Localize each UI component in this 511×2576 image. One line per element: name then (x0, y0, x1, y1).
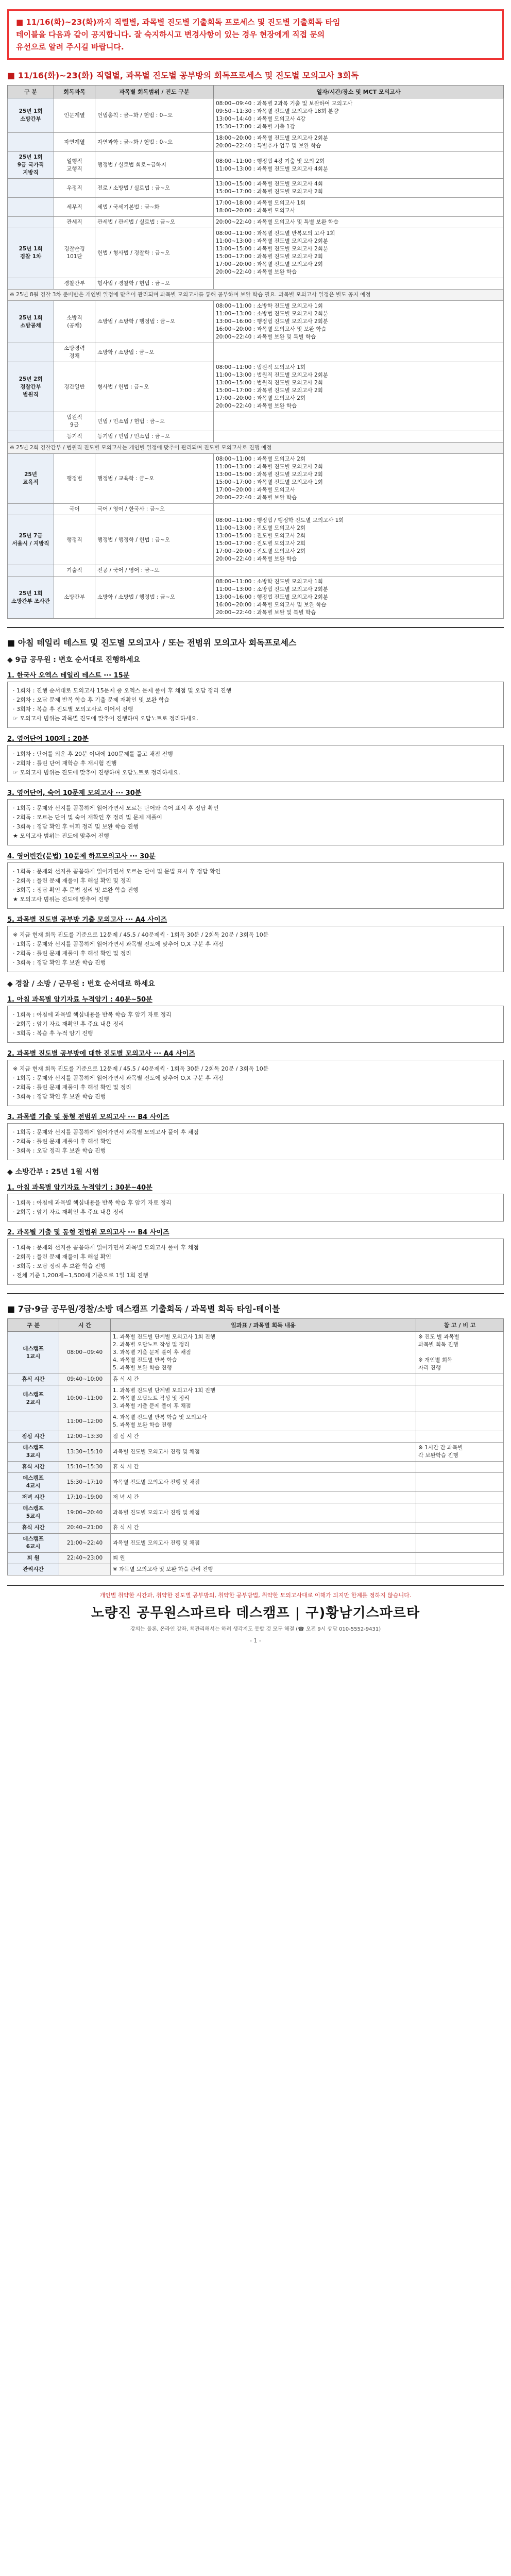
row-schedule: 13:00~15:00 : 과목별 진도별 모의고사 4회 15:00~17:00 : 과목별 진도별 모의고사 2회 (214, 179, 504, 198)
table-row (8, 515, 504, 565)
row-time: 09:40~10:00 (59, 1374, 111, 1385)
row-time: 20:40~21:00 (59, 1522, 111, 1534)
row-subject: 소방경력 경채 (54, 343, 95, 362)
footer-brand: 노량진 공무원스파르타 데스캠프 | 구)황남기스파르타 (91, 1605, 420, 1621)
row-note (416, 1374, 504, 1385)
row-note (416, 1522, 504, 1534)
notice-line-1: ■ 11/16(화)~23(화)까지 직렬별, 과목별 진도별 기출회독 프로세스 및 진도별 기출회독 타임 (16, 18, 340, 27)
row-category: 관리시간 (8, 1564, 59, 1575)
row-schedule (214, 504, 504, 515)
s1-header-0: 구 분 (8, 86, 54, 98)
row-note (416, 1431, 504, 1443)
row-time: 17:10~19:00 (59, 1492, 111, 1503)
row-content: 과목별 진도별 모의고사 진행 및 채점 (111, 1534, 416, 1553)
row-content: 과목별 진도별 모의고사 진행 및 채점 (111, 1503, 416, 1522)
row-schedule: 08:00~11:00 : 과목별 진도별 반복모의 고사 1회 11:00~13:00 : 과목별 진도별 모의고사 2회분 13:00~15:00 : 과목별 진도별 모의고사 2회분 15:00~17:00 : 과목별 진도별 모의고사 2회 17:00~20:00 : 과목별 진도별 모의고사 2회 20:00~22:40 : 과목별 보완 학습 (214, 228, 504, 278)
item-body: · 1회차 : 단어를 외운 후 20분 이내에 100문제를 풀고 채점 진행 · 2회차 : 틀린 단어 재학습 후 재시험 진행 ☞ 모의고사 범위는 진도에 맞추어 진행하며 오답노트로 정리하세요. (7, 745, 504, 782)
notice-box (7, 9, 504, 60)
row-range: 등기법 / 민법 / 민소법 : 금~오 (95, 431, 214, 443)
item-body: · 1회독 : 아침에 과목별 핵심내용을 반복 학습 후 암기 자료 정리 · 2회독 : 암기 자료 재확인 후 주요 내용 정리 · 3회독 : 복습 후 누적 암기 진행 (7, 1006, 504, 1043)
footer (7, 1585, 504, 1632)
row-schedule: 08:00~11:00 : 과목별 모의고사 2회 11:00~13:00 : 과목별 진도별 모의고사 2회 13:00~15:00 : 과목별 진도별 모의고사 2회 15:00~17:00 : 과목별 진도별 모의고사 1회 17:00~20:00 : 과목별 모의고사 20:00~22:40 : 과목별 보완 학습 (214, 454, 504, 504)
row-note (416, 1564, 504, 1575)
table-row (8, 1443, 504, 1462)
table-row (8, 1492, 504, 1503)
row-category: 데스캠프 4교시 (8, 1473, 59, 1492)
table-row (8, 443, 504, 454)
row-range: 자연과학 : 금~화 / 헌법 : 0~오 (95, 133, 214, 152)
footer-tagline: 개인별 취약한 시간과, 취약한 진도별 공부방의, 취약한 공부방법, 취약한 모의고사대로 이해가 되지만 한계를 정하지 않습니다. (99, 1592, 412, 1599)
row-category: 퇴 원 (8, 1553, 59, 1564)
table-row (8, 301, 504, 343)
table-row (8, 1503, 504, 1522)
row-content: 과목별 진도별 모의고사 진행 및 채점 (111, 1443, 416, 1462)
row-subject: 일행직 교행직 (54, 152, 95, 179)
section3-title: ■ 7급·9급 공무원/경찰/소방 데스캠프 기출회독 / 과목별 회독 타임-테이블 (7, 1304, 280, 1314)
row-time: 22:40~23:00 (59, 1553, 111, 1564)
row-subject: 세무직 (54, 198, 95, 217)
row-schedule: 08:00~11:00 : 소방학 진도별 모의고사 1회 11:00~13:00 : 소방법 진도별 모의고사 2회분 13:00~16:00 : 행정법 진도별 모의고사 2회분 16:00~20:00 : 과목별 모의고사 및 보완 학습 20:00~22:40 : 과목별 보완 및 특별 학습 (214, 301, 504, 343)
page-number: - 1 - (250, 1637, 261, 1644)
item-title: 3. 과목별 기출 및 동형 전범위 모의고사 ··· B4 사이즈 (7, 1113, 169, 1121)
item-title: 5. 과목별 진도별 공부방 기출 모의고사 ··· A4 사이즈 (7, 916, 167, 924)
row-group: 25년 7급 서울시 / 지방직 (8, 515, 54, 565)
row-note (416, 1492, 504, 1503)
row-content: ※ 과목별 모의고사 및 보완 학습 관리 진행 (111, 1564, 416, 1575)
s3-header-3: 참 고 / 비 고 (416, 1319, 504, 1332)
row-group (8, 133, 54, 152)
row-group: 25년 1회 9급 국가직 지방직 (8, 152, 54, 179)
row-time: 21:00~22:40 (59, 1534, 111, 1553)
row-range: 형사법 / 경찰학 / 헌법 : 금~오 (95, 278, 214, 290)
table-row (8, 152, 504, 179)
section3-body (8, 1332, 504, 1575)
item-body: ※ 지금 현재 회독 진도를 기준으로 12문제 / 45.5 / 40문제씩 · 1회독 30분 / 2회독 20분 / 3회독 10분 · 1회독 : 문제와 선지를 꼼꼼하게 읽어가면서 과목별 진도에 맞추어 O,X 구분 후 채점 · 2회독 : 틀린 문제 재풀이 후 해설 확인 및 정리 · 3회독 : 정답 확인 후 보완 학습 진행 (7, 1060, 504, 1106)
row-schedule: 08:00~11:00 : 법원직 모의고사 1회 11:00~13:00 : 법원직 진도별 모의고사 2회분 13:00~15:00 : 법원직 진도별 모의고사 2회 15:00~17:00 : 과목별 진도별 모의고사 2회 17:00~20:00 : 과목별 모의고사 2회 20:00~22:40 : 과목별 보완 학습 (214, 362, 504, 412)
row-category: 점심 시간 (8, 1431, 59, 1443)
row-content: 점 심 시 간 (111, 1431, 416, 1443)
row-note: ※ 1시간 간 과목별 각 보완학습 진행 (416, 1443, 504, 1462)
row-content: 4. 과목별 진도별 반복 학습 및 모의고사 5. 과목별 보완 학습 진행 (111, 1412, 416, 1431)
s1-header-2: 과목별 회독범위 / 진도 구분 (95, 86, 214, 98)
item-title: 2. 영어단어 100제 : 20분 (7, 735, 89, 743)
row-subject: 경찰순경 101단 (54, 228, 95, 278)
row-group: 25년 교육직 (8, 454, 54, 504)
table-row (8, 1462, 504, 1473)
item-body: · 1회차 : 진행 순서대로 모의고사 15문제 중 오엑스 문제 풀이 후 채점 및 오답 정리 진행 · 2회차 : 오답 문제 반복 학습 후 기출 문제 재확인 및 보완 학습 · 3회차 : 복습 후 진도별 모의고사로 이어서 진행 ☞ 모의고사 범위는 과목별 진도에 맞추어 진행하며 오답노트로 정리하세요. (7, 682, 504, 728)
table-row (8, 179, 504, 198)
row-category: 데스캠프 5교시 (8, 1503, 59, 1522)
row-subject: 소방간부 (54, 577, 95, 619)
row-schedule (214, 565, 504, 577)
row-category (8, 1412, 59, 1431)
row-time: 15:30~17:10 (59, 1473, 111, 1492)
row-range: 형사법 / 헌법 : 금~오 (95, 362, 214, 412)
row-content: 1. 과목별 진도별 단계별 모의고사 1회 진행 2. 과목별 오답노트 작성 및 정리 3. 과목별 기출 문제 풀이 후 채점 4. 과목별 진도별 반복 학습 5. 과목별 보완 학습 진행 (111, 1332, 416, 1374)
row-schedule: 17:00~18:00 : 과목별 모의고사 1회 18:00~20:00 : 과목별 모의고사 (214, 198, 504, 217)
item-body: · 1회독 : 아침에 과목별 핵심내용을 반복 학습 후 암기 자료 정리 · 2회독 : 암기 자료 재확인 후 주요 내용 정리 (7, 1194, 504, 1222)
row-subject: 경간일반 (54, 362, 95, 412)
s3-header-2: 일과표 / 과목별 회독 내용 (111, 1319, 416, 1332)
row-range: 소방학 / 소방법 : 금~오 (95, 343, 214, 362)
table-row (8, 1332, 504, 1374)
table-row (8, 577, 504, 619)
table-row (8, 1385, 504, 1412)
row-subject: 경찰간부 (54, 278, 95, 290)
item-body: · 1회독 : 문제와 선지를 꼼꼼하게 읽어가면서 모르는 단어와 숙어 표시 후 정답 확인 · 2회독 : 모르는 단어 및 숙어 재확인 후 정리 및 문제 재풀이 · 3회독 : 정답 확인 후 어휘 정리 및 보완 학습 진행 ★ 모의고사 범위는 진도에 맞추어 진행 (7, 799, 504, 845)
row-schedule (214, 412, 504, 431)
item-title: 1. 아침 과목별 암기자료 누적암기 : 30분~40분 (7, 1184, 152, 1192)
table-row (8, 198, 504, 217)
row-note (416, 1412, 504, 1431)
row-note (416, 1385, 504, 1412)
row-content: 저 녁 시 간 (111, 1492, 416, 1503)
row-time: 13:30~15:10 (59, 1443, 111, 1462)
items-9grade (7, 670, 504, 972)
row-subject: 인문계열 (54, 98, 95, 133)
table-row (8, 98, 504, 133)
footer-contact: 강의는 물론, 온라인 강좌, 책관리해서는 하려 생각지도 못할 것 모두 해결 (☎ 오전 9시 상담 010-5552-9431) (130, 1626, 381, 1632)
row-subject: 자연계열 (54, 133, 95, 152)
row-range: 소방학 / 소방법 / 행정법 : 금~오 (95, 577, 214, 619)
row-range: 전공 / 국어 / 영어 : 금~오 (95, 565, 214, 577)
row-category: 데스캠프 3교시 (8, 1443, 59, 1462)
row-schedule: 08:00~09:40 : 과목별 2과목 기출 및 보완하여 모의고사 09:50~11:30 : 과목별 진도별 모의고사 18회 분량 13:00~14:40 : 과목별 모의고사 4강 15:30~17:00 : 과목별 기출 1강 (214, 98, 504, 133)
sub-police-title: ◆ 경찰 / 소방 / 군무원 : 번호 순서대로 하세요 (7, 980, 155, 988)
row-subject: 행정법 (54, 454, 95, 504)
table-row (8, 431, 504, 443)
sub-fire-title: ◆ 소방간부 : 25년 1월 시험 (7, 1168, 99, 1176)
row-group (8, 278, 54, 290)
row-range: 언법총칙 : 금~화 / 헌법 : 0~오 (95, 98, 214, 133)
row-group: 25년 1회 소방공채 (8, 301, 54, 343)
row-subject: 기술직 (54, 565, 95, 577)
row-schedule: 08:00~11:00 : 소방학 진도별 모의고사 1회 11:00~13:00 : 소방법 진도별 모의고사 2회분 13:00~16:00 : 행정법 진도별 모의고사 2회분 16:00~20:00 : 과목별 모의고사 및 보완 학습 20:00~22:40 : 과목별 보완 및 특별 학습 (214, 577, 504, 619)
row-group (8, 198, 54, 217)
section1-title: ■ 11/16(화)~23(화) 직렬별, 과목별 진도별 공부방의 회독프로세스 및 진도별 모의고사 3회독 (7, 71, 359, 80)
row-content: 휴 식 시 간 (111, 1522, 416, 1534)
row-group: 25년 1회 경찰 1차 (8, 228, 54, 278)
row-schedule: 18:00~20:00 : 과목별 진도별 모의고사 2회분 20:00~22:40 : 특별추가 업무 및 보완 학습 (214, 133, 504, 152)
row-note (416, 1473, 504, 1492)
row-group: 25년 1회 소방간부 조사관 (8, 577, 54, 619)
row-range: 관세법 / 관세법 / 실로법 : 금~오 (95, 217, 214, 228)
row-range: 헌법 / 형사법 / 경찰학 : 금~오 (95, 228, 214, 278)
row-group (8, 412, 54, 431)
row-schedule: 08:00~11:00 : 행정법 4강 기출 및 모의 2회 11:00~13:00 : 과목별 진도별 모의고사 4회분 (214, 152, 504, 179)
row-range: 행정법 / 행정학 / 헌법 : 금~오 (95, 515, 214, 565)
row-range: 소방법 / 소방학 / 행정법 : 금~오 (95, 301, 214, 343)
row-time: 12:00~13:30 (59, 1431, 111, 1443)
row-content: 휴 식 시 간 (111, 1462, 416, 1473)
row-group (8, 431, 54, 443)
row-note (416, 1534, 504, 1553)
row-time: 11:00~12:00 (59, 1412, 111, 1431)
row-time: 08:00~09:40 (59, 1332, 111, 1374)
item-title: 1. 아침 과목별 암기자료 누적암기 : 40분~50분 (7, 996, 152, 1004)
s3-header-1: 시 간 (59, 1319, 111, 1332)
row-subject: 행정직 (54, 515, 95, 565)
row-group (8, 343, 54, 362)
items-fire (7, 1182, 504, 1285)
row-range: 행정법 / 교육학 : 금~오 (95, 454, 214, 504)
row-range: 행정법 / 실로법 회로~금하지 (95, 152, 214, 179)
row-group (8, 504, 54, 515)
row-subject: 관세직 (54, 217, 95, 228)
row-content: 퇴 원 (111, 1553, 416, 1564)
row-note (416, 1462, 504, 1473)
row-category: 데스캠프 6교시 (8, 1534, 59, 1553)
row-group: 25년 1회 소방간부 (8, 98, 54, 133)
table-note: ※ 25년 2회 경찰간부 / 법원직 진도별 모의고사는 개인별 일정에 맞추어 관리되며 진도별 모의고사로 진행 예정 (8, 443, 504, 454)
item-title: 3. 영어단어, 숙어 10문제 모의고사 ··· 30분 (7, 789, 142, 797)
row-subject: 국어 (54, 504, 95, 515)
table-row (8, 412, 504, 431)
s3-header-0: 구 분 (8, 1319, 59, 1332)
row-time: 19:00~20:40 (59, 1503, 111, 1522)
table-row (8, 217, 504, 228)
item-body: ※ 지금 현재 회독 진도를 기준으로 12문제 / 45.5 / 40문제씩 · 1회독 30분 / 2회독 20분 / 3회독 10분 · 1회독 : 문제와 선지를 꼼꼼하게 읽어가면서 과목별 진도에 맞추어 O,X 구분 후 채점 · 2회독 : 틀린 문제 재풀이 후 해설 확인 및 정리 · 3회독 : 정답 확인 후 보완 학습 진행 (7, 926, 504, 972)
item-title: 2. 과목별 진도별 공부방에 대한 진도별 모의고사 ··· A4 사이즈 (7, 1050, 195, 1058)
item-body: · 1회독 : 문제와 선지를 꼼꼼하게 읽어가면서 과목별 모의고사 풀이 후 채점 · 2회독 : 틀린 문제 재풀이 후 해설 확인 · 3회독 : 오답 정리 후 보완 학습 진행 (7, 1123, 504, 1160)
row-schedule (214, 431, 504, 443)
row-group (8, 565, 54, 577)
item-body: · 1회독 : 문제와 선지를 꼼꼼하게 읽어가면서 과목별 모의고사 풀이 후 채점 · 2회독 : 틀린 문제 재풀이 후 해설 확인 · 3회독 : 오답 정리 후 보완 학습 진행 · 전체 기준 1,200제~1,500제 기준으로 1일 1회 진행 (7, 1239, 504, 1285)
table-row (8, 290, 504, 301)
row-subject: 등기직 (54, 431, 95, 443)
items-police (7, 994, 504, 1160)
row-time: 15:10~15:30 (59, 1462, 111, 1473)
row-range: 민법 / 민소법 / 헌법 : 금~오 (95, 412, 214, 431)
section2-title: ■ 아침 테일리 테스트 및 진도별 모의고사 / 또는 전범위 모의고사 회독프로세스 (7, 638, 297, 648)
item-body: · 1회독 : 문제와 선지를 꼼꼼하게 읽어가면서 모르는 단어 및 문법 표시 후 정답 확인 · 2회독 : 틀린 문제 재풀이 후 해설 확인 및 정리 · 3회독 : 정답 확인 후 문법 정리 및 보완 학습 진행 ★ 모의고사 범위는 진도에 맞추어 진행 (7, 862, 504, 909)
row-note (416, 1503, 504, 1522)
table-row (8, 1374, 504, 1385)
sub-9grade-title: ◆ 9급 공무원 : 변호 순서대로 진행하세요 (7, 656, 141, 664)
row-content: 휴 식 시 간 (111, 1374, 416, 1385)
row-time (59, 1564, 111, 1575)
s1-header-1: 회독과목 (54, 86, 95, 98)
item-title: 4. 영어빈칸(문법) 10문제 하프모의고사 ··· 30분 (7, 853, 156, 860)
table-row (8, 1473, 504, 1492)
table-row (8, 343, 504, 362)
section1-body (8, 98, 504, 619)
table-row (8, 1522, 504, 1534)
row-group: 25년 2회 경찰간부 법원직 (8, 362, 54, 412)
table-row (8, 504, 504, 515)
row-category: 휴식 시간 (8, 1374, 59, 1385)
row-note (416, 1553, 504, 1564)
table-row (8, 1412, 504, 1431)
row-schedule (214, 343, 504, 362)
table-row (8, 278, 504, 290)
row-category: 저녁 시간 (8, 1492, 59, 1503)
row-category: 데스캠프 1교시 (8, 1332, 59, 1374)
item-title: 1. 한국사 오엑스 테일리 테스트 ··· 15분 (7, 672, 130, 680)
row-subject: 소방직 (공채) (54, 301, 95, 343)
row-content: 과목별 진도별 모의고사 진행 및 채점 (111, 1473, 416, 1492)
table-row (8, 1431, 504, 1443)
notice-line-2: 테이블을 다음과 같이 공지합니다. 잘 숙지하시고 변경사항이 있는 경우 현장에게 직접 문의 (16, 30, 325, 39)
divider-2 (7, 1293, 504, 1294)
table-row (8, 1553, 504, 1564)
table-row (8, 228, 504, 278)
s1-header-3: 일자/시간/장소 및 MCT 모의고사 (214, 86, 504, 98)
row-schedule: 08:00~11:00 : 행정법 / 행정학 진도별 모의고사 1회 11:00~13:00 : 진도별 모의고사 2회 13:00~15:00 : 진도별 모의고사 2회 15:00~17:00 : 진도별 모의고사 2회 17:00~20:00 : 진도별 모의고사 2회 20:00~22:40 : 과목별 보완 학습 (214, 515, 504, 565)
notice-line-3: 유선으로 알려 주시길 바랍니다. (16, 42, 124, 52)
item-title: 2. 과목별 기출 및 동형 전범위 모의고사 ··· B4 사이즈 (7, 1229, 169, 1236)
row-schedule: 20:00~22:40 : 과목별 모의고사 및 특별 보완 학습 (214, 217, 504, 228)
row-range: 전로 / 소방법 / 실로법 : 금~오 (95, 179, 214, 198)
row-subject: 법원직 9급 (54, 412, 95, 431)
table-row (8, 1534, 504, 1553)
row-content: 1. 과목별 진도별 단계별 모의고사 1회 진행 2. 과목별 오답노트 작성 및 정리 3. 과목별 기출 문제 풀이 후 채점 (111, 1385, 416, 1412)
table-row (8, 454, 504, 504)
table-row (8, 133, 504, 152)
row-category: 휴식 시간 (8, 1522, 59, 1534)
section3-table (7, 1318, 504, 1575)
row-category: 데스캠프 2교시 (8, 1385, 59, 1412)
row-category: 휴식 시간 (8, 1462, 59, 1473)
table-row (8, 1564, 504, 1575)
table-row (8, 362, 504, 412)
table-note: ※ 25년 8월 경찰 3차 준비반은 개인별 일정에 맞추어 관리되며 과목별 모의고사를 통해 공부하며 보완 학습 필요. 과목별 모의고사 일정은 별도 공지 예정 (8, 290, 504, 301)
row-time: 10:00~11:00 (59, 1385, 111, 1412)
row-group (8, 217, 54, 228)
table-row (8, 565, 504, 577)
divider (7, 627, 504, 628)
row-note: ※ 진도 별 과목별 과목별 회독 진행 ※ 개인별 회독 자리 진행 (416, 1332, 504, 1374)
row-group (8, 179, 54, 198)
row-range: 세법 / 국세기본법 : 금~화 (95, 198, 214, 217)
row-schedule (214, 278, 504, 290)
row-range: 국어 / 영어 / 한국사 : 금~오 (95, 504, 214, 515)
section1-table (7, 85, 504, 619)
row-subject: 우정직 (54, 179, 95, 198)
